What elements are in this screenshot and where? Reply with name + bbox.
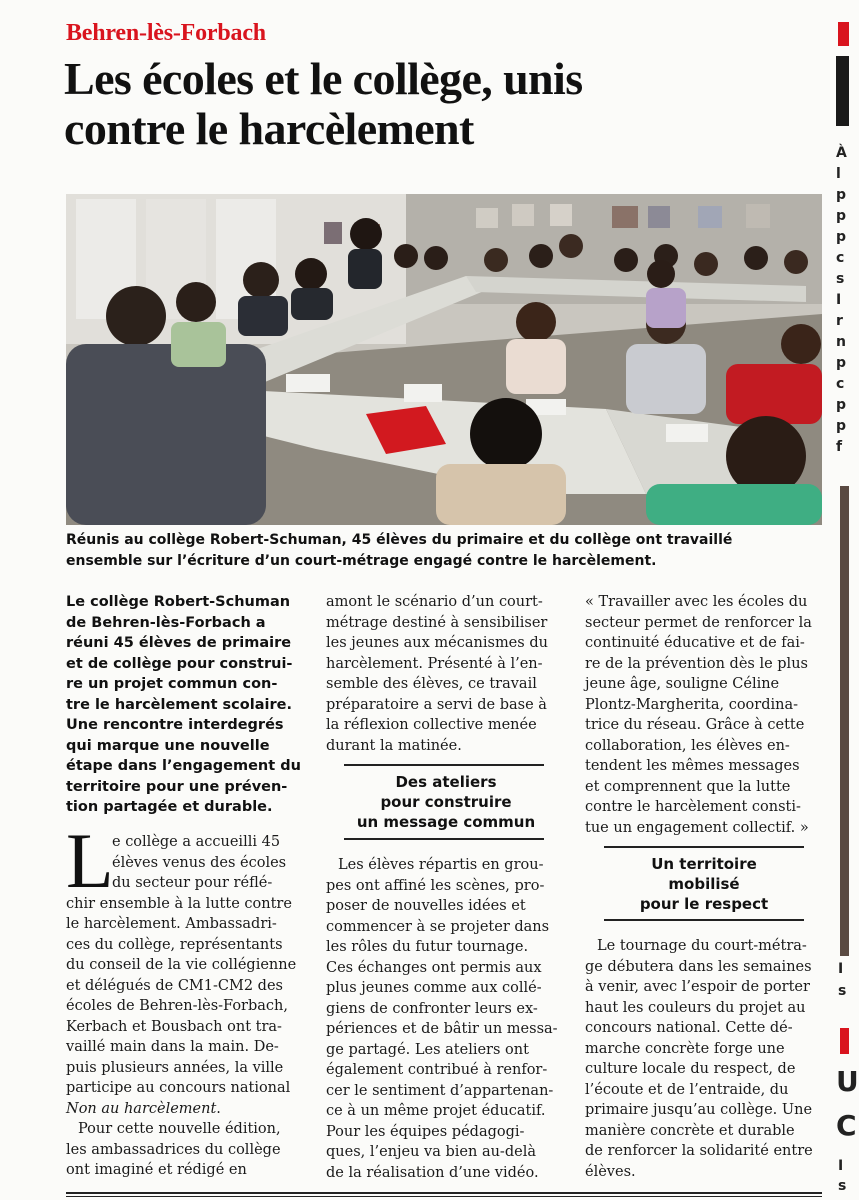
body-line: commencer à se projeter dans — [326, 918, 550, 935]
body-line: périences et de bâtir un messa- — [326, 1021, 558, 1037]
body-line: les rôles du futur tournage. — [326, 939, 529, 955]
body-line: puis plusieurs années, la ville — [66, 1059, 284, 1076]
body-line: Kerbach et Bousbach ont tra- — [66, 1018, 282, 1035]
body-line: continuité éducative et de fai- — [585, 635, 805, 651]
edge-letter: p — [836, 355, 847, 371]
body-line — [66, 1099, 308, 1120]
italic-title: Non au harcèlement — [66, 1100, 217, 1117]
body-line: vaillé main dans la main. De- — [66, 1039, 279, 1055]
photo-caption — [66, 530, 822, 572]
body-line: semble des élèves, ce travail — [326, 676, 537, 692]
headline-line: Les écoles et le collège, unis — [64, 53, 583, 104]
subhead-line: un message commun — [356, 813, 536, 831]
bottom-rule — [66, 1196, 822, 1197]
edge-letter: f — [836, 439, 843, 455]
next-article-caption-fragment — [838, 958, 849, 1002]
next-article-body-fragment — [838, 1156, 849, 1196]
body-line: ce à un même projet éducatif. — [326, 1103, 546, 1119]
body-line: jeune âge, souligne Céline — [585, 676, 780, 692]
body-line: à venir, avec l’espoir de porter — [585, 979, 810, 995]
lead-line: territoire pour une préven- — [66, 778, 288, 795]
body-line: harcèlement. Présenté à l’en- — [326, 655, 543, 672]
body-line: « Travailler avec les écoles du — [585, 594, 808, 610]
next-article-red-fragment — [840, 1028, 849, 1054]
body-line: trice du réseau. Grâce à cette — [585, 717, 805, 733]
caption-line: Réunis au collège Robert-Schuman, 45 élèves du primaire et du collège ont travaillé — [66, 532, 733, 548]
subhead-line: pour le respect — [639, 895, 769, 913]
next-article-headline-fragment — [836, 56, 849, 126]
body-line: ques, l’enjeu va bien au-delà — [326, 1144, 536, 1160]
body-line: également contribué à renfor- — [326, 1062, 548, 1078]
col3-bottom — [585, 936, 823, 1182]
edge-letter: s — [836, 271, 845, 287]
subhead-line: Un territoire — [651, 855, 757, 873]
body-line: participe au concours national — [66, 1080, 291, 1096]
edge-letter: p — [836, 208, 847, 224]
lead-line: qui marque une nouvelle — [66, 737, 270, 754]
article-kicker: Behren-lès-Forbach — [66, 20, 266, 46]
subhead-line: pour construire — [380, 793, 512, 811]
body-line: primaire jusqu’au collège. Une — [585, 1102, 813, 1118]
body-line: la réflexion collective menée — [326, 717, 537, 733]
caption-line: ensemble sur l’écriture d’un court-métrage engagé contre le harcèlement. — [66, 553, 657, 569]
lead-line: et de collège pour construi- — [66, 655, 293, 672]
body-line: cer le sentiment d’appartenan- — [326, 1082, 554, 1099]
body-line: chir ensemble à la lutte contre — [66, 895, 292, 912]
body-line: Pour les équipes pédagogi- — [326, 1123, 525, 1140]
body-line: manière concrète et durable — [585, 1122, 795, 1139]
edge-letter: s — [838, 983, 847, 999]
subhead-ateliers — [326, 772, 566, 832]
body-line: contre le harcèlement consti- — [585, 799, 801, 815]
body-line: e collège a accueilli 45 — [112, 834, 281, 850]
body-line: ces du collège, représentants — [66, 936, 283, 953]
body-line: ge débutera dans les semaines — [585, 958, 812, 975]
body-line: ge partagé. Les ateliers ont — [326, 1041, 529, 1058]
body-line: les ambassadrices du collège — [66, 1141, 281, 1158]
subhead-territoire — [585, 854, 823, 914]
body-line: Plontz-Margherita, coordina- — [585, 696, 799, 713]
next-article-kicker-fragment — [838, 22, 849, 46]
article-lead — [66, 592, 306, 818]
subhead-rule-top — [344, 764, 544, 766]
body-line: de renforcer la solidarité entre — [585, 1143, 813, 1159]
body-line: Les élèves répartis en grou- — [338, 857, 544, 873]
edge-letter: U — [836, 1065, 859, 1098]
lead-line: réuni 45 élèves de primaire — [66, 635, 292, 651]
col2-bottom — [326, 855, 566, 1183]
lead-line: Une rencontre interdegrés — [66, 717, 284, 733]
article-photo — [66, 194, 822, 525]
edge-letter: p — [836, 418, 847, 434]
subhead-rule-bottom — [344, 838, 544, 840]
body-line: Le tournage du court-métra- — [597, 938, 807, 954]
lead-line: tion partagée et durable. — [66, 799, 273, 815]
edge-letter: n — [836, 334, 846, 350]
edge-letter: c — [836, 250, 845, 266]
body-line: et comprennent que la lutte — [585, 778, 791, 795]
body-line: préparatoire a servi de base à — [326, 696, 547, 713]
body-line: et délégués de CM1-CM2 des — [66, 977, 283, 994]
subhead-line: Des ateliers — [395, 773, 497, 791]
body-line: poser de nouvelles idées et — [326, 898, 526, 914]
body-line: amont le scénario d’un court- — [326, 594, 543, 610]
edge-letter: c — [836, 376, 845, 392]
body-line: haut les couleurs du projet au — [585, 999, 806, 1016]
lead-line: étape dans l’engagement du — [66, 758, 301, 774]
edge-letter: I — [838, 1158, 844, 1174]
edge-letter: I — [836, 292, 842, 308]
drop-cap: L — [66, 817, 114, 904]
body-line: de la réalisation d’une vidéo. — [326, 1164, 539, 1181]
body-line: les jeunes aux mécanismes du — [326, 635, 548, 651]
edge-letter: r — [836, 313, 843, 329]
col1-body — [66, 894, 308, 1181]
body-line: élèves. — [585, 1163, 636, 1180]
body-line: giens de confronter leurs ex- — [326, 1000, 538, 1017]
lead-line: Le collège Robert-Schuman — [66, 594, 291, 610]
body-line: métrage destiné à sensibiliser — [326, 614, 548, 631]
body-line: re de la prévention dès le plus — [585, 655, 808, 672]
body-line: collaboration, les élèves en- — [585, 737, 790, 754]
edge-letter: p — [836, 187, 847, 203]
body-line: Ces échanges ont permis aux — [326, 959, 542, 976]
body-line: durant la matinée. — [326, 737, 462, 754]
body-line: culture locale du respect, de — [585, 1061, 796, 1077]
body-line: du secteur pour réflé- — [112, 875, 273, 891]
lead-line: de Behren-lès-Forbach a — [66, 614, 266, 631]
body-line: le harcèlement. Ambassadri- — [66, 916, 277, 932]
body-line: Pour cette nouvelle édition, — [78, 1121, 281, 1137]
next-article-heading-fragment — [836, 1060, 859, 1148]
next-article-text-fragment — [836, 143, 849, 458]
body-line: pes ont affiné les scènes, pro- — [326, 877, 545, 894]
col2-top — [326, 592, 566, 756]
body-line: l’écoute et de l’entraide, du — [585, 1081, 789, 1098]
subhead-line: mobilisé — [668, 875, 740, 893]
body-line: secteur permet de renforcer la — [585, 614, 812, 631]
body-line: tue un engagement collectif. » — [585, 819, 809, 836]
body-line: écoles de Behren-lès-Forbach, — [66, 998, 288, 1014]
lead-line: re un projet commun con- — [66, 676, 278, 692]
headline-line: contre le harcèlement — [64, 103, 474, 154]
classroom-illustration — [66, 194, 822, 525]
edge-letter: C — [836, 1109, 857, 1142]
body-line: plus jeunes comme aux collé- — [326, 980, 542, 996]
article-headline — [64, 54, 764, 154]
body-line: marche concrète forge une — [585, 1040, 785, 1057]
body-line: ont imaginé et rédigé en — [66, 1162, 247, 1178]
edge-letter: I — [838, 961, 844, 977]
body-line: du conseil de la vie collégienne — [66, 957, 297, 973]
lead-line: tre le harcèlement scolaire. — [66, 696, 292, 713]
subhead-rule-bottom — [604, 919, 804, 921]
edge-letter: p — [836, 229, 847, 245]
body-line: tendent les mêmes messages — [585, 758, 800, 774]
subhead-rule-top — [604, 846, 804, 848]
col1-dropcap-lines — [112, 832, 308, 894]
body-line: élèves venus des écoles — [112, 854, 287, 871]
edge-letter: l — [836, 166, 841, 182]
body-line: concours national. Cette dé- — [585, 1020, 793, 1036]
col3-top — [585, 592, 823, 838]
edge-letter: s — [838, 1178, 847, 1194]
edge-letter: p — [836, 397, 847, 413]
edge-letter: À — [836, 145, 847, 161]
next-article-photo-fragment — [840, 486, 849, 956]
bottom-rule — [66, 1192, 822, 1194]
body-punct: . — [216, 1100, 221, 1117]
